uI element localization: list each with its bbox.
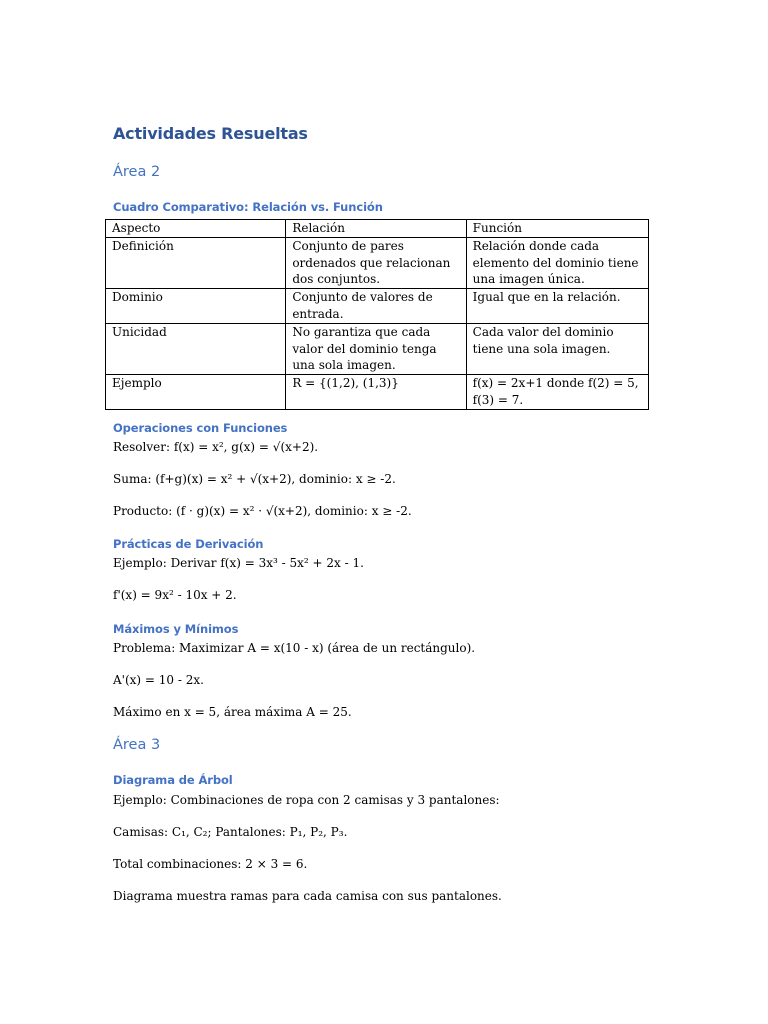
paragraph: Producto: (f · g)(x) = x² · √(x+2), dominio: x ≥ -2. bbox=[113, 504, 412, 518]
table-row bbox=[106, 237, 649, 288]
document-title: Actividades Resueltas bbox=[113, 124, 308, 143]
comparison-table-heading: Cuadro Comparativo: Relación vs. Función bbox=[113, 200, 383, 214]
table-row bbox=[106, 323, 649, 374]
paragraph: Suma: (f+g)(x) = x² + √(x+2), dominio: x ≥ -2. bbox=[113, 472, 396, 486]
paragraph: A'(x) = 10 - 2x. bbox=[113, 673, 204, 687]
paragraph: Resolver: f(x) = x², g(x) = √(x+2). bbox=[113, 440, 319, 454]
paragraph: Problema: Maximizar A = x(10 - x) (área de un rectángulo). bbox=[113, 641, 476, 655]
table-cell: Igual que en la relación. bbox=[466, 289, 648, 324]
paragraph: Ejemplo: Derivar f(x) = 3x³ - 5x² + 2x - 1. bbox=[113, 556, 364, 570]
paragraph: Diagrama muestra ramas para cada camisa con sus pantalones. bbox=[113, 889, 502, 903]
arbol-heading: Diagrama de Árbol bbox=[113, 773, 233, 787]
table-cell: Ejemplo bbox=[106, 375, 286, 410]
table-row bbox=[106, 375, 649, 410]
paragraph: Máximo en x = 5, área máxima A = 25. bbox=[113, 705, 352, 719]
table-cell: f(x) = 2x+1 donde f(2) = 5, f(3) = 7. bbox=[466, 375, 648, 410]
table-cell: No garantiza que cada valor del dominio tenga una sola imagen. bbox=[286, 323, 466, 374]
paragraph: Ejemplo: Combinaciones de ropa con 2 camisas y 3 pantalones: bbox=[113, 793, 500, 807]
table-cell: Conjunto de pares ordenados que relacionan dos conjuntos. bbox=[286, 237, 466, 288]
area-3-heading: Área 3 bbox=[113, 737, 161, 753]
table-cell: R = {(1,2), (1,3)} bbox=[286, 375, 466, 410]
table-header-row bbox=[106, 220, 649, 238]
table-row bbox=[106, 289, 649, 324]
table-header-cell: Función bbox=[466, 220, 648, 238]
operaciones-heading: Operaciones con Funciones bbox=[113, 421, 288, 435]
table-cell: Relación donde cada elemento del dominio tiene una imagen única. bbox=[466, 237, 648, 288]
maximos-heading: Máximos y Mínimos bbox=[113, 622, 239, 636]
table-header-cell: Aspecto bbox=[106, 220, 286, 238]
table-cell: Conjunto de valores de entrada. bbox=[286, 289, 466, 324]
paragraph: Camisas: C₁, C₂; Pantalones: P₁, P₂, P₃. bbox=[113, 825, 348, 839]
table-header-cell: Relación bbox=[286, 220, 466, 238]
paragraph: Total combinaciones: 2 × 3 = 6. bbox=[113, 857, 308, 871]
table-cell: Dominio bbox=[106, 289, 286, 324]
area-2-heading: Área 2 bbox=[113, 164, 161, 180]
table-cell: Unicidad bbox=[106, 323, 286, 374]
paragraph: f'(x) = 9x² - 10x + 2. bbox=[113, 588, 237, 602]
derivacion-heading: Prácticas de Derivación bbox=[113, 537, 264, 551]
table-cell: Definición bbox=[106, 237, 286, 288]
comparison-table bbox=[105, 219, 649, 410]
table-cell: Cada valor del dominio tiene una sola imagen. bbox=[466, 323, 648, 374]
